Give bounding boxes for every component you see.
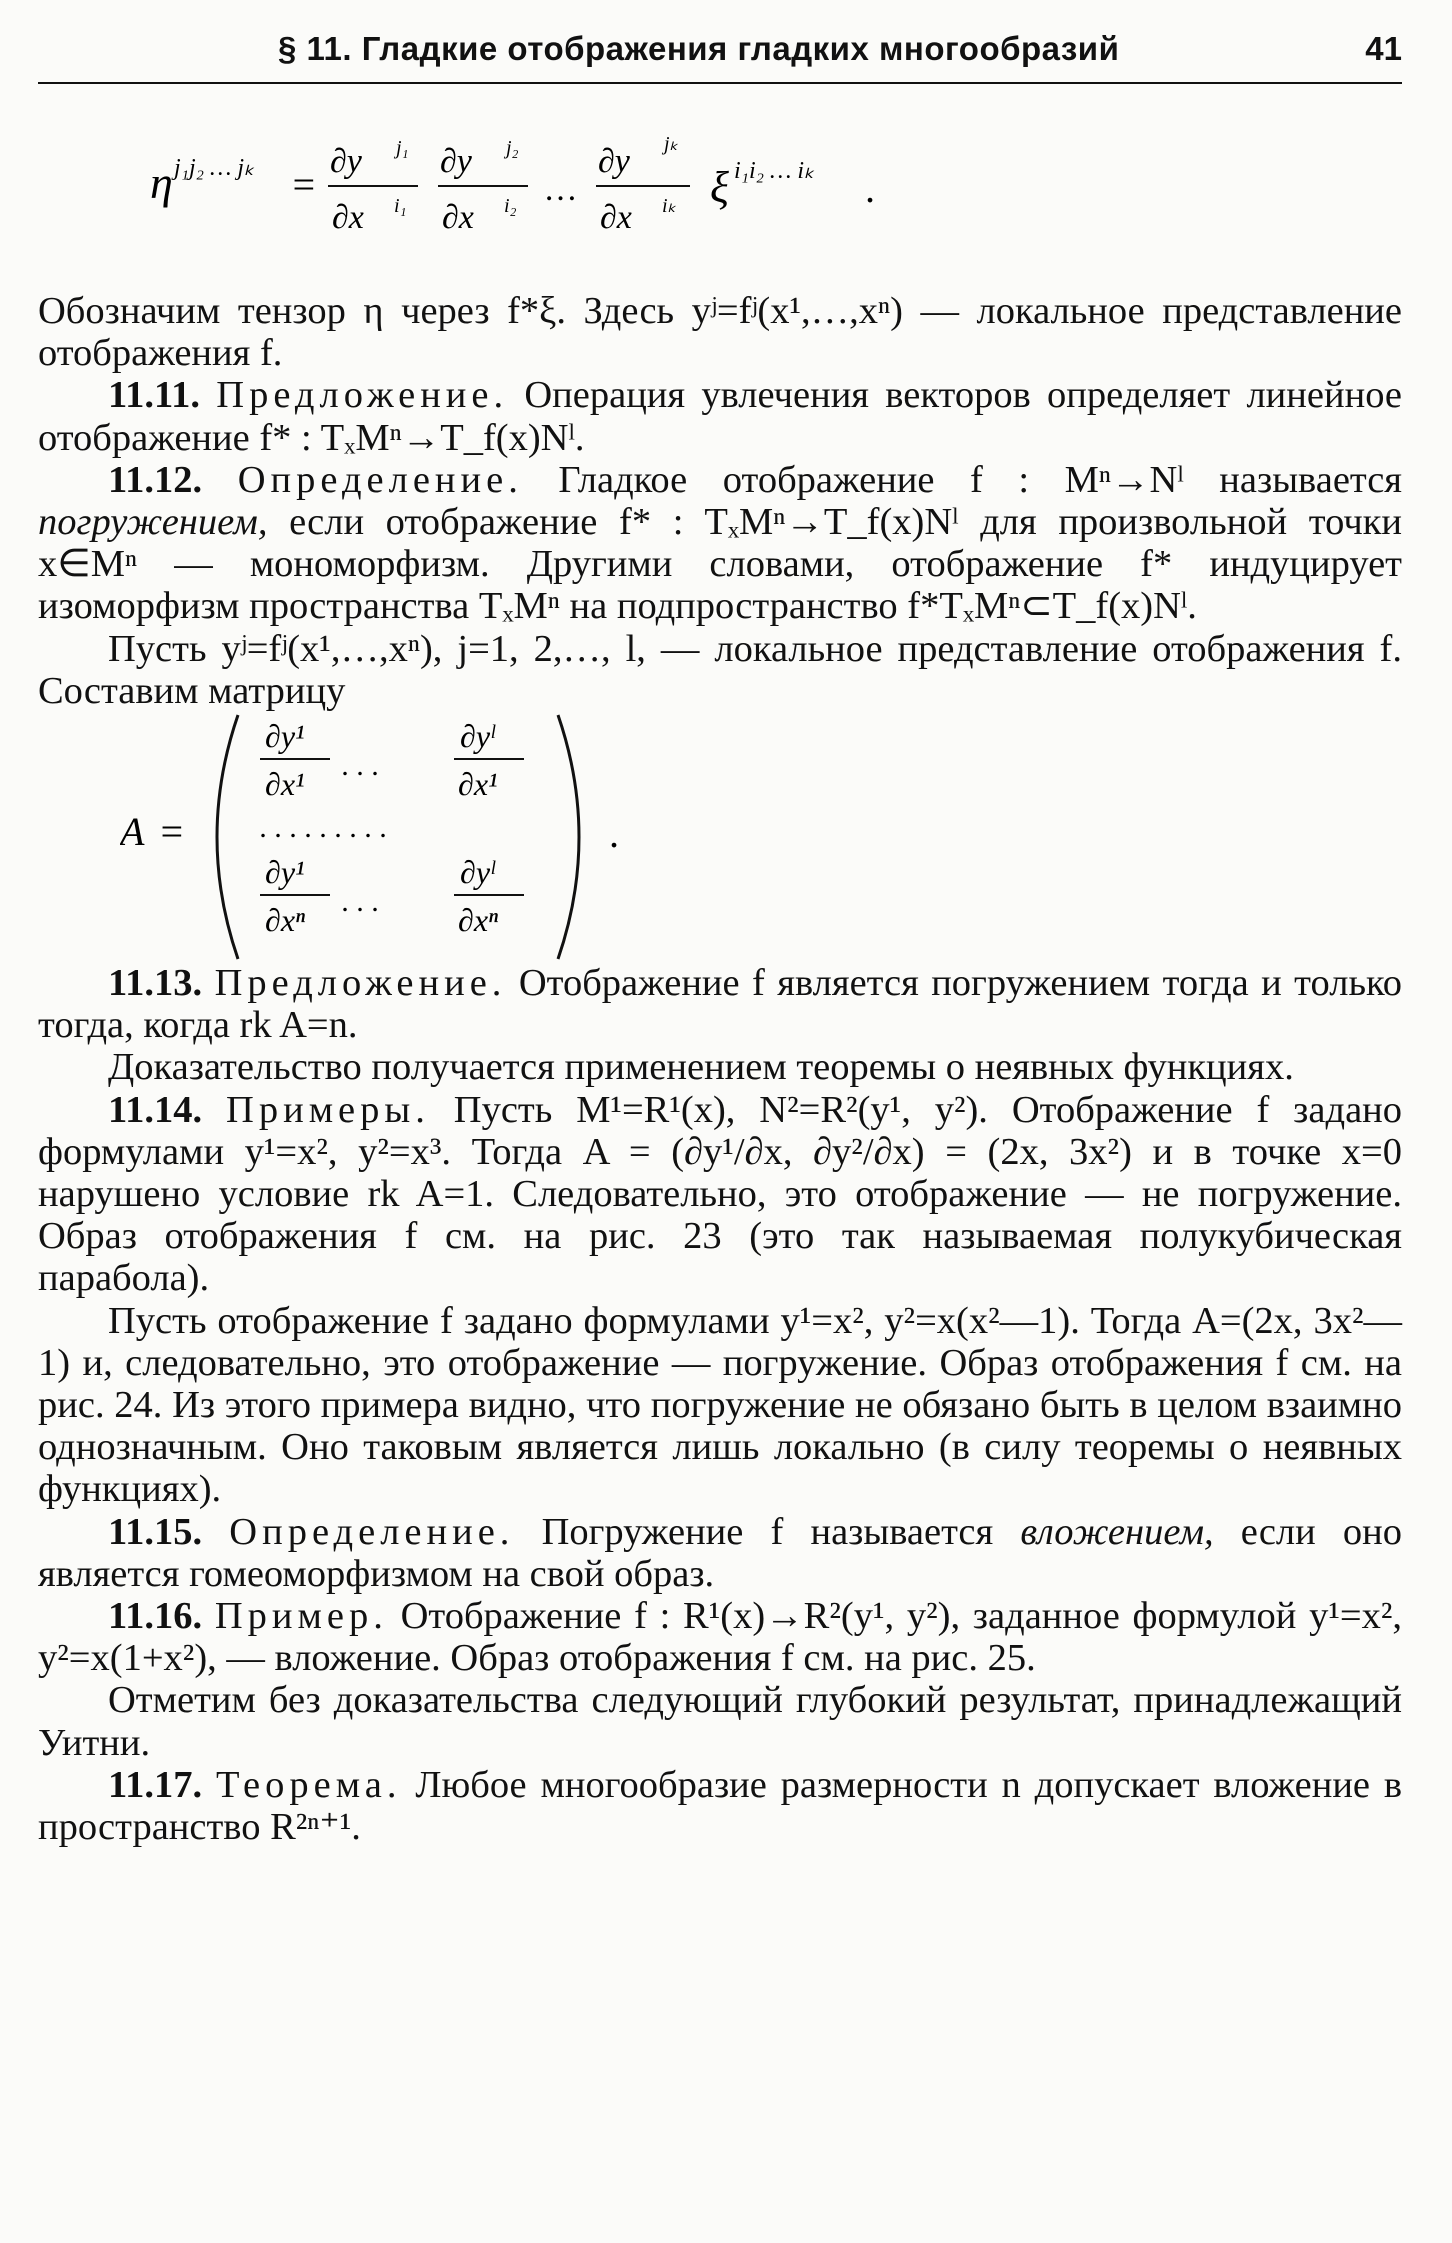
formula-xi: ξ: [710, 163, 729, 212]
item-number: 11.14.: [108, 1088, 203, 1131]
item-number: 11.11.: [108, 374, 201, 417]
item-text-cont: если отображение f* : TₓMⁿ→T_f(x)Nˡ для произвольной точки x∈Mⁿ — мономорфизм. Другими словами, отображение f* индуцирует изоморфизм пространства TₓMⁿ на подпространство f*TₓMⁿ⊂T_f(x)Nˡ.: [38, 501, 1403, 628]
svg-text:j₂: j₂: [506, 137, 519, 159]
m11-den: ∂x¹: [265, 766, 305, 803]
paragraph-11-11: [38, 374, 1402, 458]
tensor-formula: [150, 120, 910, 250]
formula-dots: …: [546, 171, 577, 208]
item-number: 11.17.: [108, 1763, 203, 1806]
item-text-cont: если оно является гомеоморфизмом на свой образ.: [38, 1510, 1402, 1595]
m1l-den: ∂x¹: [458, 766, 498, 803]
item-heading: Предложение.: [214, 962, 507, 1005]
matrix-lhs: A: [120, 809, 145, 855]
item-text: Операция увлечения векторов определяет линейное отображение f* : TₓMⁿ→T_f(x)Nˡ.: [38, 374, 1402, 459]
body-text: [38, 290, 1402, 1848]
item-heading: Пример.: [214, 1595, 388, 1638]
item-heading: Определение.: [237, 458, 523, 501]
matrix-end: .: [610, 811, 620, 857]
svg-text:jₖ: jₖ: [664, 133, 679, 155]
paragraph-11-12: [38, 459, 1402, 628]
paragraph-11-14: [38, 1089, 1402, 1300]
formula-end: .: [866, 166, 876, 211]
middle-dots: . . . . . . . . .: [260, 811, 388, 845]
formula-xi-sup: i₁i₂ … iₖ: [734, 158, 815, 184]
paragraph-11: Отметим без доказательства следующий глубокий результат, принадлежащий Уитни.: [38, 1679, 1402, 1764]
paragraph-8: Пусть отображение f задано формулами y¹=x², y²=x(x²—1). Тогда A=(2x, 3x²—1) и, следовательно, это отображение — погружение. Образ отображения f см. на рис. 24. Из этого примера видно, что погружение не обязано быть в целом взаимно однозначным. Оно таковым является лишь локально (в силу теоремы о неявных функциях).: [38, 1299, 1402, 1511]
formula-lhs: η: [150, 157, 173, 208]
mn1-den: ∂xⁿ: [265, 902, 306, 939]
item-text: Отображение f является погружением тогда и только тогда, когда rk A=n.: [38, 962, 1403, 1047]
paragraph-1: Обозначим тензор η через f*ξ. Здесь yʲ=fʲ(x¹,…,xⁿ) — локальное представление отображения f.: [38, 290, 1402, 375]
jacobi-matrix: [120, 697, 680, 977]
item-number: 11.15.: [108, 1510, 203, 1553]
row1-dots: . . .: [342, 749, 380, 783]
term-embedding: вложением,: [1020, 1510, 1214, 1553]
frac2-den: ∂x: [442, 199, 474, 236]
item-text: Погружение f называется: [541, 1510, 994, 1553]
item-heading: Теорема.: [215, 1763, 402, 1806]
paragraph-4: Пусть yʲ=fʲ(x¹,…,xⁿ), j=1, 2,…, l, — локальное представление отображения f. Составим матрицу: [38, 627, 1402, 712]
m1l-num: ∂yˡ: [460, 718, 495, 755]
item-number: 11.12.: [108, 458, 203, 501]
matrix-eq: =: [158, 809, 185, 855]
row2-dots: . . .: [342, 885, 380, 919]
svg-text:iₖ: iₖ: [662, 195, 677, 217]
item-text: Гладкое отображение f : Mⁿ→Nˡ называется: [558, 458, 1402, 501]
frac3-den: ∂x: [600, 199, 632, 236]
svg-text:j₁: j₁: [396, 137, 409, 159]
item-number: 11.16.: [108, 1595, 203, 1638]
mnl-num: ∂yˡ: [460, 854, 495, 891]
item-heading: Определение.: [229, 1510, 515, 1553]
header-title: § 11. Гладкие отображения гладких многообразий: [278, 30, 1120, 67]
page-number: 41: [1365, 30, 1402, 67]
mnl-den: ∂xⁿ: [458, 902, 499, 939]
term-immersion: погружением,: [38, 501, 268, 544]
frac1-num: ∂y: [330, 143, 362, 180]
svg-text:i₁: i₁: [394, 195, 407, 217]
item-heading: Примеры.: [226, 1088, 430, 1131]
paragraph-11-15: [38, 1511, 1402, 1595]
m11-num: ∂y¹: [265, 718, 305, 755]
item-heading: Предложение.: [216, 374, 509, 417]
frac2-num: ∂y: [440, 143, 472, 180]
formula-eq: =: [290, 162, 317, 207]
item-text: Отображение f : R¹(x)→R²(y¹, y²), заданное формулой y¹=x², y²=x(1+x²), — вложение. Образ отображения f см. на рис. 25.: [38, 1595, 1403, 1680]
svg-text:i₂: i₂: [504, 195, 517, 217]
item-text: Пусть M¹=R¹(x), N²=R²(y¹, y²). Отображение f задано формулами y¹=x², y²=x³. Тогда A = (∂y¹/∂x, ∂y²/∂x) = (2x, 3x²) и в точке x=0 нарушено условие rk A=1. Следовательно, это отображение — не погружение. Образ отображения f см. на рис. 23 (это так называемая полукубическая парабола).: [38, 1088, 1403, 1300]
formula-lhs-sup: j₁j₂ … jₖ: [174, 155, 255, 181]
running-header: [38, 30, 1402, 84]
item-text: Любое многообразие размерности n допускает вложение в пространство R²ⁿ⁺¹.: [38, 1763, 1403, 1849]
item-number: 11.13.: [108, 962, 203, 1005]
frac1-den: ∂x: [332, 199, 364, 236]
paragraph-11-17: [38, 1764, 1402, 1848]
paragraph-11-16: [38, 1595, 1402, 1679]
mn1-num: ∂y¹: [265, 854, 305, 891]
paragraph-6: Доказательство получается применением теоремы о неявных функциях.: [108, 1046, 1294, 1089]
frac3-num: ∂y: [598, 143, 630, 180]
